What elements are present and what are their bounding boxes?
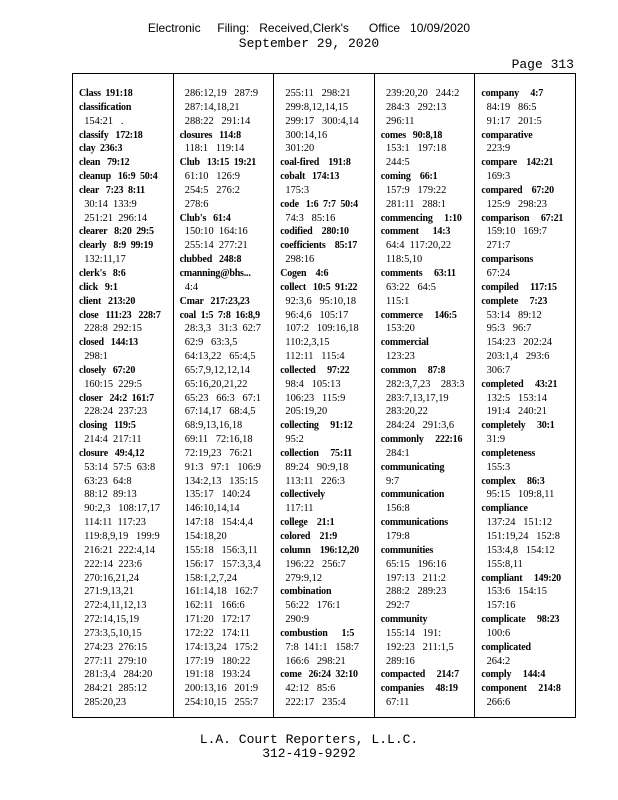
index-entry-refs: 69:11 72:16,18 [179, 434, 253, 446]
index-entry-refs: 279:9,12 [280, 572, 323, 584]
index-entry-refs: 288:2 289:23 [380, 586, 447, 598]
index-entry-refs: 266:6 [481, 697, 511, 709]
index-entry-refs: 53:14 57:5 63:8 [79, 461, 156, 473]
index-entry-word: column 196:12,20 [280, 544, 359, 556]
index-entry-refs: 89:24 90:9,18 [280, 461, 349, 473]
index-entry-refs: 132:5 153:14 [481, 392, 547, 404]
index-entry-word: closure 49:4,12 [79, 447, 145, 459]
index-entry-refs: 117:11 [280, 503, 314, 515]
index-entry-refs: 169:3 [481, 171, 511, 183]
index-entry-refs: 65:16,20,21,22 [179, 378, 248, 390]
index-entry-refs: 203:1,4 293:6 [481, 351, 550, 363]
index-entry-refs: 64:4 117:20,22 [380, 240, 452, 252]
index-entry-refs: 107:2 109:16,18 [280, 323, 359, 335]
index-entry-refs: 95:3 96:7 [481, 323, 532, 335]
index-entry-word: communications [380, 517, 448, 529]
index-entry-refs: 137:24 151:12 [481, 517, 553, 529]
index-entry-word: collectively [280, 489, 325, 501]
index-entry-refs: 62:9 63:3,5 [179, 337, 238, 349]
index-entry-refs: 174:13,24 175:2 [179, 641, 259, 653]
index-entry-refs: 239:20,20 244:2 [380, 88, 460, 99]
index-entry-refs: 118:5,10 [380, 254, 423, 266]
index-entry-refs: 255:14 277:21 [179, 240, 248, 252]
index-entry-refs: 95:2 [280, 434, 304, 446]
index-entry-refs: 153:20 [380, 323, 415, 335]
index-entry-refs: 64:13,22 65:4,5 [179, 351, 256, 363]
index-entry-word: compacted 214:7 [380, 669, 459, 681]
index-entry-word: complete 7:23 [481, 295, 548, 307]
index-entry-word: closing 119:5 [79, 420, 136, 432]
index-entry-refs: 100:6 [481, 627, 511, 639]
index-entry-refs: 284:1 [380, 447, 410, 459]
index-entry-refs: 114:11 117:23 [79, 517, 146, 529]
index-entry-refs: 157:9 179:22 [380, 184, 447, 196]
index-entry-refs: 115:1 [380, 295, 410, 307]
index-entry-refs: 91:3 97:1 106:9 [179, 461, 261, 473]
index-entry-refs: 156:17 157:3,3,4 [179, 558, 261, 570]
index-entry-refs: 125:9 298:23 [481, 198, 547, 210]
index-entry-refs: 113:11 226:3 [280, 475, 345, 487]
index-entry-refs: 301:20 [280, 143, 315, 155]
index-entry-word: cobalt 174:13 [280, 171, 340, 183]
index-entry-refs: 255:11 298:21 [280, 88, 351, 99]
index-entry-refs: 192:23 211:1,5 [380, 641, 454, 653]
index-entry-refs: 147:18 154:4,4 [179, 517, 253, 529]
index-entry-word: component 214:8 [481, 683, 561, 695]
index-entry-refs: 65:23 66:3 67:1 [179, 392, 261, 404]
index-entry-refs: 67:24 [481, 267, 511, 279]
index-entry-refs: 154:23 202:24 [481, 337, 553, 349]
index-entry-refs: 56:22 176:1 [280, 600, 341, 612]
index-entry-refs: 53:14 89:12 [481, 309, 542, 321]
index-entry-refs: 254:10,15 255:7 [179, 697, 259, 709]
index-entry-word: cleanup 16:9 50:4 [79, 171, 158, 183]
index-entry-refs: 300:14,16 [280, 129, 328, 141]
index-entry-word: communities [380, 544, 434, 556]
index-entry-refs: 222:17 235:4 [280, 697, 346, 709]
index-entry-refs: 283:20,22 [380, 406, 428, 418]
index-entry-word: comply 144:4 [481, 669, 546, 681]
index-entry-word: completeness [481, 447, 536, 459]
index-entry-word: commerce 146:5 [380, 309, 457, 321]
index-entry-refs: 288:22 291:14 [179, 115, 251, 127]
index-entry-refs: 119:8,9,19 199:9 [79, 531, 160, 542]
index-entry-refs: 284:3 292:13 [380, 101, 447, 113]
index-entry-word: compared 67:20 [481, 184, 554, 196]
index-entry-refs: 118:1 119:14 [179, 143, 245, 155]
index-entry-refs: 222:14 223:6 [79, 558, 142, 570]
index-entry-refs: 281:3,4 284:20 [79, 669, 153, 681]
index-entry-refs: 282:3,7,23 283:3 [380, 378, 465, 390]
index-entry-word: company 4:7 [481, 88, 544, 99]
index-entry-refs: 298:16 [280, 254, 315, 266]
index-entry-word: compliant 149:20 [481, 572, 561, 584]
index-entry-refs: 154:21 . [79, 115, 124, 127]
index-entry-word: commonly 222:16 [380, 434, 463, 446]
index-entry-refs: 264:2 [481, 655, 511, 667]
index-entry-refs: 158:1,2,7,24 [179, 572, 238, 584]
index-entry-refs: 172:22 174:11 [179, 627, 250, 639]
index-entry-word: coal-fired 191:8 [280, 157, 351, 169]
index-entry-refs: 271:9,13,21 [79, 586, 134, 598]
index-entry-word: clear 7:23 8:11 [79, 184, 145, 196]
index-entry-word: comparison 67:21 [481, 212, 564, 224]
index-entry-refs: 151:19,24 152:8 [481, 531, 560, 542]
index-entry-word: closures 114:8 [179, 129, 241, 141]
index-entry-refs: 96:4,6 105:17 [280, 309, 349, 321]
index-entry-refs: 42:12 85:6 [280, 683, 336, 695]
index-column-4 [375, 74, 476, 717]
index-entry-refs: 160:15 229:5 [79, 378, 142, 390]
index-entry-refs: 4:4 [179, 281, 199, 293]
index-entry-word: combination [280, 586, 332, 598]
index-entry-refs: 150:10 164:16 [179, 226, 248, 238]
index-entry-refs: 154:18,20 [179, 531, 227, 542]
index-entry-word: client 213:20 [79, 295, 136, 307]
index-entry-word: close 111:23 228:7 [79, 309, 161, 321]
index-entry-refs: 284:24 291:3,6 [380, 420, 455, 432]
index-entry-word: communication [380, 489, 445, 501]
index-entry-refs: 7:8 141:1 158:7 [280, 641, 359, 653]
index-entry-refs: 296:11 [380, 115, 415, 127]
index-entry-refs: 196:22 256:7 [280, 558, 346, 570]
index-entry-word: complicated [481, 641, 531, 653]
reporter-phone: 312-419-9292 [262, 746, 356, 761]
index-entry-refs: 166:6 298:21 [280, 655, 346, 667]
index-entry-word: commencing 1:10 [380, 212, 462, 224]
index-entry-refs: 171:20 172:17 [179, 614, 251, 626]
index-entry-refs: 299:17 300:4,14 [280, 115, 359, 127]
index-entry-refs: 106:23 115:9 [280, 392, 346, 404]
index-entry-refs: 197:13 211:2 [380, 572, 446, 584]
index-entry-refs: 156:8 [380, 503, 410, 515]
index-entry-refs: 289:16 [380, 655, 415, 667]
index-entry-refs: 205:19,20 [280, 406, 328, 418]
index-entry-refs: 223:9 [481, 143, 511, 155]
reporter-company: L.A. Court Reporters, L.L.C. [199, 732, 419, 747]
index-entry-refs: 134:2,13 135:15 [179, 475, 259, 487]
index-entry-refs: 244:5 [380, 157, 410, 169]
index-entry-refs: 278:6 [179, 198, 209, 210]
index-entry-word: college 21:1 [280, 517, 335, 529]
index-entry-refs: 31:9 [481, 434, 506, 446]
index-entry-refs: 65:15 196:16 [380, 558, 447, 570]
index-entry-refs: 90:2,3 108:17,17 [79, 503, 161, 515]
index-entry-word: Class 191:18 [79, 88, 133, 99]
index-entry-refs: 191:4 240:21 [481, 406, 547, 418]
transcript-date: September 29, 2020 [238, 36, 380, 51]
index-entry-word: compiled 117:15 [481, 281, 557, 293]
index-entry-refs: 159:10 169:7 [481, 226, 547, 238]
index-entry-word: collection 75:11 [280, 447, 353, 459]
index-entry-refs: 177:19 180:22 [179, 655, 251, 667]
index-entry-word: clearer 8:20 29:5 [79, 226, 154, 238]
index-entry-word: closed 144:13 [79, 337, 138, 349]
index-entry-refs: 277:11 279:10 [79, 655, 147, 667]
index-entry-refs: 30:14 133:9 [79, 198, 137, 210]
index-entry-word: community [380, 614, 428, 626]
index-entry-refs: 290:9 [280, 614, 310, 626]
index-entry-refs: 65:7,9,12,12,14 [179, 364, 251, 376]
index-entry-word: clean 79:12 [79, 157, 130, 169]
index-entry-word: closely 67:20 [79, 364, 136, 376]
index-entry-refs: 153:1 197:18 [380, 143, 447, 155]
index-entry-refs: 270:16,21,24 [79, 572, 140, 584]
index-entry-refs: 228:8 292:15 [79, 323, 142, 335]
index-entry-word: Cmar 217:23,23 [179, 295, 250, 307]
index-column-1 [73, 74, 174, 717]
index-entry-refs: 88:12 89:13 [79, 489, 137, 501]
index-entry-refs: 251:21 296:14 [79, 212, 148, 224]
index-entry-refs: 67:14,17 68:4,5 [179, 406, 256, 418]
index-entry-refs: 254:5 276:2 [179, 184, 240, 196]
index-entry-word: completely 30:1 [481, 420, 555, 432]
index-entry-refs: 161:14,18 162:7 [179, 586, 259, 598]
index-entry-refs: 216:21 222:4,14 [79, 544, 155, 556]
index-entry-refs: 61:10 126:9 [179, 171, 240, 183]
index-entry-word: clubbed 248:8 [179, 254, 242, 266]
index-entry-word: combustion 1:5 [280, 627, 355, 639]
index-entry-word: coefficients 85:17 [280, 240, 358, 252]
index-entry-refs: 200:13,16 201:9 [179, 683, 259, 695]
page-number: Page 313 [511, 57, 574, 72]
index-entry-refs: 155:18 156:3,11 [179, 544, 258, 556]
index-entry-word: collect 10:5 91:22 [280, 281, 358, 293]
index-entry-refs: 155:14 191: [380, 627, 442, 639]
index-entry-refs: 92:3,6 95:10,18 [280, 295, 357, 307]
index-entry-refs: 274:23 276:15 [79, 641, 148, 653]
index-entry-refs: 9:7 [380, 475, 400, 487]
index-entry-word: clearly 8:9 99:19 [79, 240, 154, 252]
index-entry-word: comparative [481, 129, 533, 141]
index-entry-refs: 273:3,5,10,15 [79, 627, 142, 639]
index-entry-refs: 292:7 [380, 600, 410, 612]
index-entry-refs: 68:9,13,16,18 [179, 420, 243, 432]
index-entry-word: click 9:1 [79, 281, 118, 293]
index-entry-word: colored 21:9 [280, 531, 337, 542]
index-entry-word: complicate 98:23 [481, 614, 560, 626]
index-entry-refs: 72:19,23 76:21 [179, 447, 253, 459]
index-entry-refs: 146:10,14,14 [179, 503, 240, 515]
index-entry-word: collected 97:22 [280, 364, 350, 376]
index-entry-word: comparisons [481, 254, 534, 266]
index-entry-word: Club 13:15 19:21 [179, 157, 257, 169]
index-entry-word: collecting 91:12 [280, 420, 353, 432]
index-entry-word: completed 43:21 [481, 378, 558, 390]
index-entry-refs: 84:19 86:5 [481, 101, 537, 113]
index-column-3 [274, 74, 375, 717]
index-entry-word: comments 63:11 [380, 267, 456, 279]
index-entry-word: complex 86:3 [481, 475, 545, 487]
index-entry-refs: 155:3 [481, 461, 511, 473]
index-entry-refs: 112:11 115:4 [280, 351, 345, 363]
index-entry-refs: 153:6 154:15 [481, 586, 547, 598]
index-entry-refs: 284:21 285:12 [79, 683, 148, 695]
index-entry-word: closer 24:2 161:7 [79, 392, 154, 404]
index-entry-refs: 155:8,11 [481, 558, 523, 570]
index-entry-refs: 98:4 105:13 [280, 378, 341, 390]
index-entry-refs: 228:24 237:23 [79, 406, 148, 418]
index-entry-word: Club's 61:4 [179, 212, 231, 224]
index-entry-refs: 287:14,18,21 [179, 101, 240, 113]
index-entry-refs: 272:14,15,19 [79, 614, 140, 626]
index-entry-refs: 162:11 166:6 [179, 600, 245, 612]
index-entry-refs: 298:1 [79, 351, 108, 363]
index-entry-refs: 132:11,17 [79, 254, 126, 266]
index-entry-word: coming 66:1 [380, 171, 438, 183]
index-entry-refs: 123:23 [380, 351, 415, 363]
index-entry-refs: 67:11 [380, 697, 410, 709]
index-entry-word: comment 14:3 [380, 226, 451, 238]
index-entry-word: classify 172:18 [79, 129, 143, 141]
index-entry-refs: 135:17 140:24 [179, 489, 251, 501]
index-entry-refs: 271:7 [481, 240, 511, 252]
index-entry-word: compare 142:21 [481, 157, 554, 169]
index-entry-refs: 63:22 64:5 [380, 281, 436, 293]
index-entry-word: clerk's 8:6 [79, 267, 126, 279]
index-entry-word: cmanning@bhs... [179, 267, 251, 279]
index-column-5 [475, 74, 575, 717]
index-entry-word: compliance [481, 503, 528, 515]
index-entry-word: come 26:24 32:10 [280, 669, 358, 681]
index-entry-refs: 63:23 64:8 [79, 475, 132, 487]
index-entry-word: companies 48:19 [380, 683, 458, 695]
index-entry-word: commercial [380, 337, 429, 349]
index-entry-word: comes 90:8,18 [380, 129, 443, 141]
index-entry-refs: 95:15 109:8,11 [481, 489, 555, 501]
index-entry-refs: 153:4,8 154:12 [481, 544, 555, 556]
index-entry-refs: 74:3 85:16 [280, 212, 336, 224]
index-entry-refs: 110:2,3,15 [280, 337, 330, 349]
index-column-2 [174, 74, 275, 717]
index-entry-refs: 286:12,19 287:9 [179, 88, 259, 99]
index-entry-word: Cogen 4:6 [280, 267, 329, 279]
index-entry-word: communicating [380, 461, 445, 473]
index-entry-refs: 306:7 [481, 364, 511, 376]
index-entry-refs: 214:4 217:11 [79, 434, 142, 446]
index-entry-refs: 283:7,13,17,19 [380, 392, 449, 404]
index-entry-refs: 157:16 [481, 600, 516, 612]
index-entry-refs: 175:3 [280, 184, 310, 196]
index-entry-word: codified 280:10 [280, 226, 349, 238]
index-entry-refs: 285:20,23 [79, 697, 127, 709]
index-entry-word: common 87:8 [380, 364, 446, 376]
index-entry-word: clay 236:3 [79, 143, 123, 155]
index-entry-refs: 179:8 [380, 531, 410, 542]
filing-stamp: Electronic Filing: Received,Clerk's Office 10/09/2020 [147, 21, 471, 35]
index-entry-refs: 191:18 193:24 [179, 669, 251, 681]
index-entry-word: classification [79, 101, 132, 113]
index-entry-word: code 1:6 7:7 50:4 [280, 198, 358, 210]
index-entry-refs: 272:4,11,12,13 [79, 600, 147, 612]
word-index-box [72, 73, 576, 718]
index-entry-refs: 28:3,3 31:3 62:7 [179, 323, 261, 335]
index-entry-refs: 299:8,12,14,15 [280, 101, 349, 113]
index-entry-refs: 281:11 288:1 [380, 198, 446, 210]
index-entry-word: coal 1:5 7:8 16:8,9 [179, 309, 260, 321]
index-entry-refs: 91:17 201:5 [481, 115, 542, 127]
